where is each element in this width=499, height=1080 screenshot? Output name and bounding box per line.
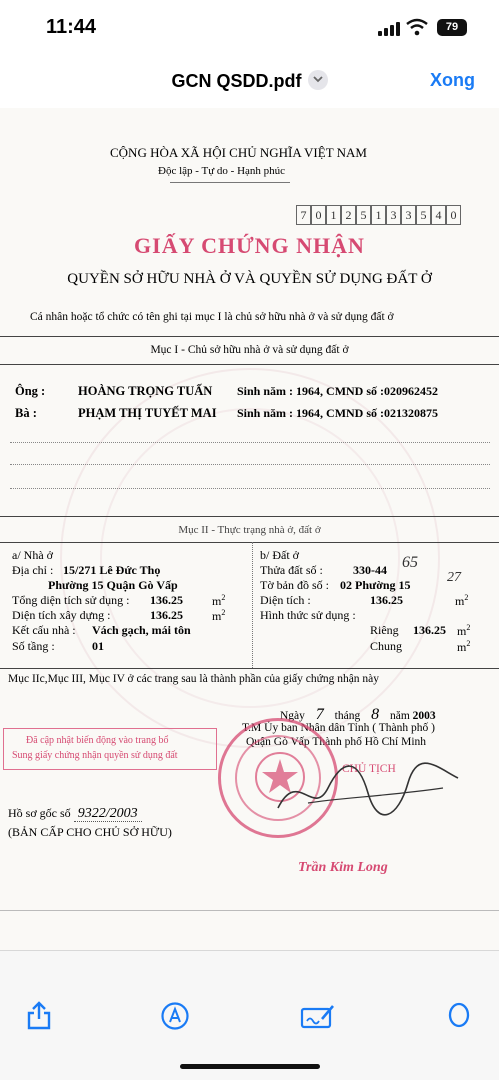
chevron-down-icon <box>308 70 328 90</box>
document-title: GCN QSDD.pdf <box>171 71 302 91</box>
land-plot: 330-44 <box>353 563 387 577</box>
land-private-label: Riêng <box>370 623 399 637</box>
land-area-unit: $m^2$ <box>455 593 469 608</box>
issue-date: Ngày 7 tháng 8 năm 2003 <box>280 706 436 723</box>
update-stamp <box>3 728 217 770</box>
national-header: CỘNG HÒA XÃ HỘI CHỦ NGHĨA VIỆT NAM <box>110 145 367 160</box>
house-address-label: Địa chỉ : <box>12 563 54 577</box>
land-area: 136.25 <box>370 593 403 607</box>
land-plot-handwritten: 65 <box>402 554 418 571</box>
update-stamp-line-2: Sung giấy chứng nhận quyền sử dụng đất <box>12 750 178 761</box>
owner-2-name: PHẠM THỊ TUYẾT MAI <box>78 406 217 420</box>
home-indicator[interactable] <box>180 1064 320 1069</box>
watermark-pattern-inner <box>100 408 403 708</box>
handwritten-signature <box>268 748 468 828</box>
house-total-area-label: Tổng diện tích sử dụng : <box>12 593 130 607</box>
land-private-unit: $m^2$ <box>457 623 471 638</box>
record-number-row: Hồ sơ gốc số 9322/2003 <box>8 806 142 822</box>
section-1-title: Mục I - Chủ sở hữu nhà ở và sử dụng đất ở <box>150 344 349 356</box>
owner-1-name: HOÀNG TRỌNG TUẤN <box>78 384 213 398</box>
house-floors-label: Số tầng : <box>12 639 55 653</box>
authority-line-1: T.M Ủy ban Nhân dân Tỉnh ( Thành phố ) <box>242 722 435 734</box>
land-shared-unit: $m^2$ <box>457 639 471 654</box>
status-time: 11:44 <box>46 16 97 38</box>
certificate-subtitle: QUYỀN SỞ HỮU NHÀ Ở VÀ QUYỀN SỬ DỤNG ĐẤT Ở <box>67 271 432 287</box>
national-motto: Độc lập - Tự do - Hạnh phúc <box>158 165 286 177</box>
status-bar <box>0 0 499 58</box>
land-map: 02 Phường 15 <box>340 578 411 592</box>
owner-2-label: Bà : <box>15 406 37 420</box>
serial-number: 7 0 1 2 5 1 3 3 5 4 0 <box>296 205 461 227</box>
pdf-page[interactable] <box>0 108 499 950</box>
copy-for-owner: (BẢN CẤP CHO CHỦ SỞ HỮU) <box>8 825 172 839</box>
house-total-area: 136.25 <box>150 593 183 607</box>
land-area-label: Diện tích : <box>260 593 311 607</box>
signature-icon[interactable] <box>300 1001 336 1031</box>
owner-1-info: Sinh năm : 1964, CMND số :020962452 <box>237 384 439 398</box>
house-structure-label: Kết cấu nhà : <box>12 623 76 637</box>
cellular-signal-icon <box>378 22 400 36</box>
signer-name: Trần Kim Long <box>298 860 388 875</box>
land-use-label: Hình thức sử dụng : <box>260 608 356 622</box>
authority-line-2: Quận Gò Vấp Thành phố Hồ Chí Minh <box>246 736 427 748</box>
section-2-title: Mục II - Thực trạng nhà ở, đất ở <box>178 524 321 536</box>
house-heading: a/ Nhà ở <box>12 548 53 562</box>
land-plot-label: Thửa đất số : <box>260 563 323 577</box>
land-map-label: Tờ bản đồ số : <box>260 578 330 592</box>
house-build-area-unit: $m^2$ <box>212 608 226 623</box>
house-build-area: 136.25 <box>150 608 183 622</box>
land-private-area: 136.25 <box>413 623 446 637</box>
done-button[interactable]: Xong <box>430 70 475 90</box>
update-stamp-line-1: Đã cập nhật biến động vào trang bổ <box>26 735 169 746</box>
house-structure: Vách gạch, mái tôn <box>92 623 191 637</box>
battery-icon: 79 <box>437 19 467 36</box>
wifi-icon <box>406 18 428 36</box>
house-address: 15/271 Lê Đức Thọ <box>63 563 161 577</box>
intro-text: Cá nhân hoặc tổ chức có tên ghi tại mục I là chủ sở hữu nhà ở và sử dụng đất ở <box>30 311 394 323</box>
house-floors: 01 <box>92 639 104 653</box>
house-total-area-unit: $m^2$ <box>212 593 226 608</box>
owner-1-label: Ông : <box>15 384 46 398</box>
search-oval-icon[interactable] <box>446 1001 476 1031</box>
land-heading: b/ Đất ở <box>260 548 300 562</box>
document-title-menu[interactable] <box>0 70 499 92</box>
markup-pen-icon[interactable] <box>160 1001 190 1031</box>
certificate-title: GIẤY CHỨNG NHẬN <box>134 233 365 258</box>
footer-note: Mục IIc,Mục III, Mục IV ở các trang sau là thành phần của giấy chứng nhận này <box>8 673 380 685</box>
navigation-bar <box>0 58 499 106</box>
house-build-area-label: Diện tích xây dựng : <box>12 608 111 622</box>
share-icon[interactable] <box>24 1001 54 1031</box>
land-map-handwritten: 27 <box>447 570 461 585</box>
house-ward: Phường 15 Quận Gò Vấp <box>48 578 178 592</box>
chairman-title: CHỦ TỊCH <box>342 763 396 775</box>
owner-2-info: Sinh năm : 1964, CMND số :021320875 <box>237 406 439 420</box>
bottom-toolbar <box>0 950 499 1080</box>
land-shared-label: Chung <box>370 639 403 653</box>
